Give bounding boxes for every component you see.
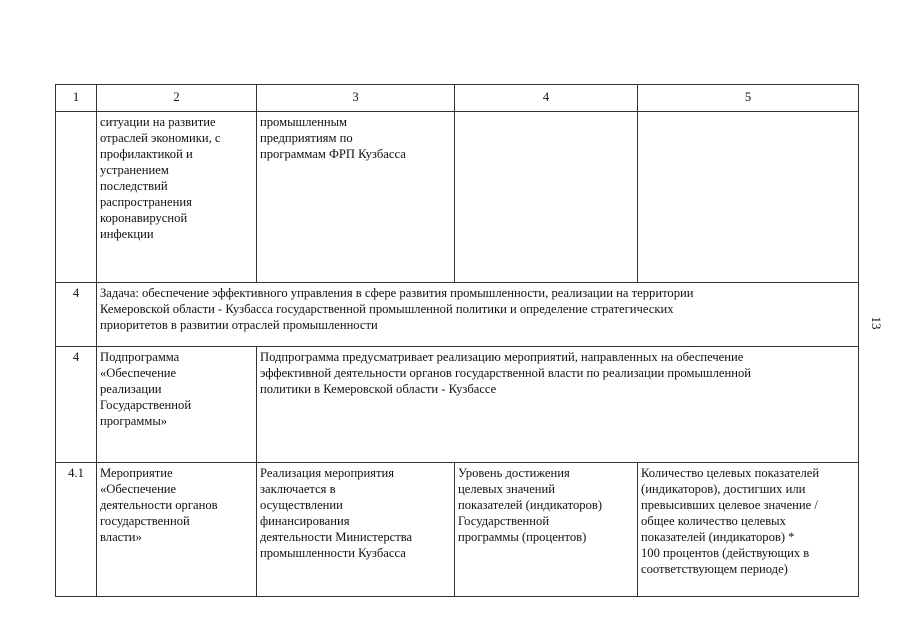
measure-formula: Количество целевых показателей (индикаторов), достигших или превысивших целевое значение / общее количество целевых показателей (индикаторов) * 100 процентов (действующих в соответствующем периоде) [638,463,859,597]
subprogram-description: Подпрограмма предусматривает реализацию мероприятий, направленных на обеспечение эффективной деятельности органов государственной власти по реализации промышленной политики в Кемеровской области - Кузбассе [257,347,859,463]
continuation-col-4 [455,112,638,283]
header-col-1: 1 [56,85,97,112]
program-table [55,84,859,597]
header-col-5: 5 [638,85,859,112]
header-col-4: 4 [455,85,638,112]
task-row [56,283,859,347]
subprogram-name: Подпрограмма «Обеспечение реализации Государственной программы» [97,347,257,463]
continuation-col-2: ситуации на развитие отраслей экономики, с профилактикой и устранением последствий распространения коронавирусной инфекции [97,112,257,283]
measure-name: Мероприятие «Обеспечение деятельности органов государственной власти» [97,463,257,597]
subprogram-num: 4 [56,347,97,463]
measure-indicator: Уровень достижения целевых значений показателей (индикаторов) Государственной программы (процентов) [455,463,638,597]
task-num: 4 [56,283,97,347]
page-number: 13 [869,316,884,330]
task-text: Задача: обеспечение эффективного управления в сфере развития промышленности, реализации на территории Кемеровской области - Кузбасса государственной промышленной политики и определение стратегических приоритетов в развитии отраслей промышленности [97,283,859,347]
subprogram-row [56,347,859,463]
measure-row [56,463,859,597]
continuation-num [56,112,97,283]
measure-implementation: Реализация мероприятия заключается в осуществлении финансирования деятельности Министерства промышленности Кузбасса [257,463,455,597]
header-row [56,85,859,112]
continuation-col-3: промышленным предприятиям по программам ФРП Кузбасса [257,112,455,283]
continuation-col-5 [638,112,859,283]
header-col-2: 2 [97,85,257,112]
header-col-3: 3 [257,85,455,112]
measure-num: 4.1 [56,463,97,597]
continuation-row [56,112,859,283]
